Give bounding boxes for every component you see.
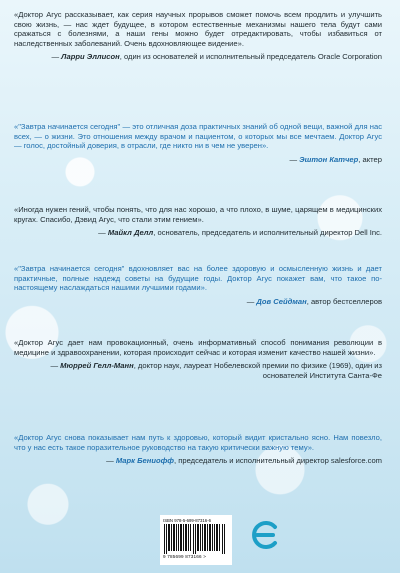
- barcode-panel: [160, 515, 232, 565]
- quote-text: «"Завтра начинается сегодня" вдохновляет вас на более здоровую и осмысленную жизнь и дает практичные, полные надежд советы на будущие годы. Доктор Агус покажет вам, что такое по-настоящему наслаждаться нашими лучшими годами».: [14, 264, 382, 293]
- quote-ellison: [14, 10, 382, 62]
- quote-author: — Ларри Эллисон, один из основателей и исполнительный председатель Oracle Corporation: [51, 52, 382, 62]
- author-role: , один из основателей и исполнительный председатель Oracle Corporation: [119, 52, 382, 62]
- quote-gell-mann: [14, 338, 382, 380]
- author-role: , автор бестселлеров: [306, 296, 382, 306]
- author-name: Майкл Делл: [107, 228, 154, 238]
- author-name: Марк Бениофф: [115, 456, 175, 466]
- quote-text: «Доктор Агус снова показывает нам путь к здоровью, который видит кристально ясно. Нам повезло, что у нас есть такое поразительное руководство на такую критически важную тему».: [14, 433, 382, 452]
- author-name: Мюррей Гелл-Манн: [60, 361, 134, 371]
- quote-author: — Майкл Делл, основатель, председатель и исполнительный директор Dell Inc.: [98, 228, 382, 238]
- quote-author: — Мюррей Гелл-Манн, доктор наук, лауреат Нобелевской премии по физике (1969), один из основателей Института Санта-Фе: [50, 361, 382, 380]
- author-role: , актер: [358, 154, 382, 164]
- quote-seidman: [14, 264, 382, 306]
- quote-text: «Доктор Агус дает нам провокационный, очень информативный способ понимания революции в медицине и здравоохранении, которая происходит сейчас и которая изменит качество нашей жизни».: [14, 338, 382, 357]
- quote-author: — Марк Бениофф, председатель и исполнительный директор salesforce.com: [106, 456, 382, 466]
- eksmo-e-logo-icon: [248, 518, 282, 552]
- author-role: , основатель, председатель и исполнительный директор Dell Inc.: [153, 228, 382, 238]
- isbn-label: ISBN 978-5-699-87316-6: [163, 518, 212, 523]
- quote-kutcher: [14, 122, 382, 164]
- quote-text: «"Завтра начинается сегодня" — это отличная доза практичных знаний об одной вещи, важной для нас всех, — о жизни. Это отношения между врачом и пациентом, о которых мы все мечтаем. Доктор Агус — голос, достойный доверия, в отрасли, где никто ни в чем не уверен».: [14, 122, 382, 151]
- barcode-icon: [163, 524, 229, 554]
- quote-author: — Эштон Катчер, актер: [289, 154, 382, 164]
- author-name: Дов Сейдман: [256, 296, 307, 306]
- quote-text: «Доктор Агус рассказывает, как серия научных прорывов сможет помочь всем продлить и улучшить свою жизнь, — нас ждет будущее, в котором естественные механизмы нашего тела будут сами сражаться с болезнями, а наши гены можно будет отредактировать, чтобы избавиться от наследственных заболеваний. Очень вдохновляющее видение».: [14, 10, 382, 48]
- quote-author: — Дов Сейдман, автор бестселлеров: [246, 296, 382, 306]
- quote-benioff: [14, 433, 382, 466]
- author-role: , председатель и исполнительный директор salesforce.com: [174, 456, 382, 466]
- author-name: Ларри Эллисон: [61, 52, 120, 62]
- author-name: Эштон Катчер: [299, 154, 359, 164]
- barcode-number: 9 785699 873166 >: [163, 554, 207, 559]
- author-role: , доктор наук, лауреат Нобелевской премии по физике (1969), один из основателей Института Санта-Фе: [133, 361, 382, 380]
- quote-dell: [14, 205, 382, 238]
- quote-text: «Иногда нужен гений, чтобы понять, что для нас хорошо, а что плохо, в шуме, царящем в медицинских кругах. Спасибо, Дэвид Агус, что стали этим гением».: [14, 205, 382, 224]
